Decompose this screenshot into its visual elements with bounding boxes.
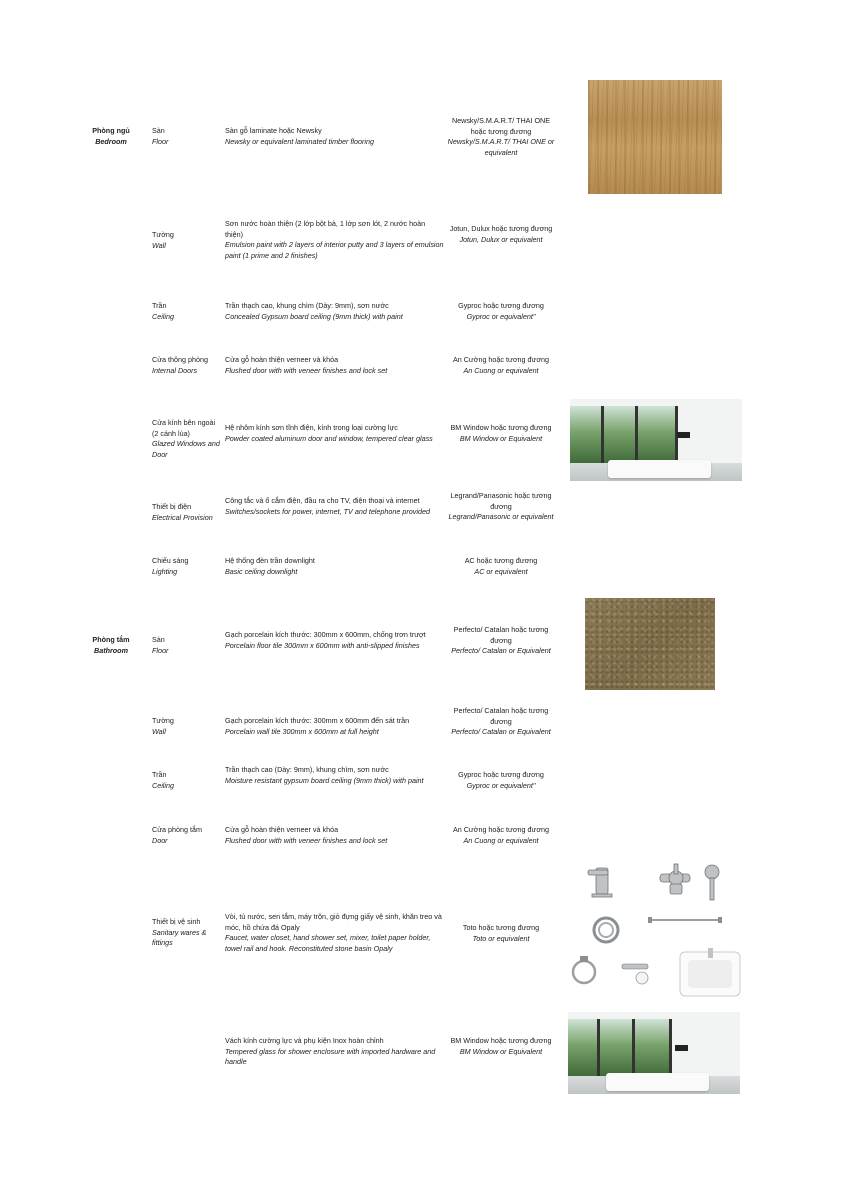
desc-en: Switches/sockets for power, internet, TV and telephone provided	[225, 506, 430, 516]
row-description	[225, 126, 445, 147]
desc-en: Concealed Gypsum board ceiling (9mm thick) with paint	[225, 311, 403, 321]
row-item	[152, 230, 222, 251]
brand-en: Legrand/Panasonic or equivalent	[448, 512, 554, 521]
brand-vi: AC hoặc tương đương	[464, 556, 538, 565]
brand-vi: BM Window hoặc tương đương	[450, 423, 552, 432]
row-brand	[445, 706, 557, 738]
row-brand	[445, 224, 557, 245]
row-description	[225, 355, 445, 376]
desc-vi: Hệ nhôm kính sơn tĩnh điện, kính trong loại cường lực	[225, 423, 398, 432]
brand-vi: Perfecto/ Catalan hoặc tương đương	[453, 625, 549, 645]
row-item	[152, 825, 222, 846]
desc-en: Moisture resistant gypsum board ceiling (9mm thick) with paint	[225, 775, 424, 785]
brand-en: Newsky/S.M.A.R.T/ THAI ONE or equivalent	[447, 137, 555, 157]
row-brand	[445, 625, 557, 657]
item-vi: Cửa kính bên ngoài (2 cánh lùa)	[152, 418, 216, 438]
section-bedroom	[82, 126, 140, 147]
row-item	[152, 355, 222, 376]
row-description	[225, 219, 445, 261]
row-description	[225, 1036, 445, 1068]
brand-vi: Perfecto/ Catalan hoặc tương đương	[453, 706, 549, 726]
item-vi: Sàn	[152, 126, 165, 135]
item-en: Glazed Windows and Door	[152, 439, 220, 459]
item-vi: Thiết bị vệ sinh	[152, 917, 201, 926]
desc-vi: Cửa gỗ hoàn thiện verneer và khóa	[225, 355, 339, 364]
item-en: Internal Doors	[152, 365, 198, 375]
desc-vi: Sàn gỗ laminate hoặc Newsky	[225, 126, 322, 135]
item-vi: Trần	[152, 301, 167, 310]
desc-en: Porcelain floor tile 300mm x 600mm with anti-slipped finishes	[225, 640, 420, 650]
brand-vi: Legrand/Panasonic hoặc tương đương	[450, 491, 552, 511]
desc-vi: Hệ thống đèn trần downlight	[225, 556, 315, 565]
desc-vi: Trần thạch cao (Dày: 9mm), khung chìm, sơn nước	[225, 765, 389, 774]
brand-en: BM Window or Equivalent	[459, 1046, 543, 1056]
item-en: Lighting	[152, 566, 178, 576]
sanitary-fittings-image	[570, 860, 742, 1000]
row-item	[152, 556, 222, 577]
item-en: Sanitary wares & fittings	[152, 927, 207, 947]
desc-en: Powder coated aluminum door and window, tempered clear glass	[225, 433, 433, 443]
section-bathroom	[82, 635, 140, 656]
row-description	[225, 912, 445, 954]
row-brand	[445, 770, 557, 791]
desc-en: Newsky or equivalent laminated timber flooring	[225, 136, 375, 146]
brand-vi: Gyproc hoặc tương đương	[458, 770, 544, 779]
row-description	[225, 630, 445, 651]
item-vi: Tường	[152, 716, 174, 725]
row-description	[225, 301, 445, 322]
row-description	[225, 556, 445, 577]
desc-vi: Sơn nước hoàn thiện (2 lớp bột bả, 1 lớp sơn lót, 2 nước hoàn thiện)	[225, 219, 426, 239]
desc-vi: Trần thạch cao, khung chìm (Dày: 9mm), sơn nước	[225, 301, 389, 310]
desc-vi: Gạch porcelain kích thước: 300mm x 600mm đến sát trần	[225, 716, 410, 725]
row-item	[152, 126, 222, 147]
row-item	[152, 917, 218, 949]
brand-vi: Newsky/S.M.A.R.T/ THAI ONE hoặc tương đương	[451, 116, 551, 136]
brand-en: Jotun, Dulux or equivalent	[459, 234, 543, 244]
section-bedroom-en: Bedroom	[95, 136, 127, 146]
item-en: Electrical Provision	[152, 512, 213, 522]
row-brand	[445, 491, 557, 523]
brand-vi: BM Window hoặc tương đương	[450, 1036, 552, 1045]
row-brand	[445, 923, 557, 944]
item-vi: Tường	[152, 230, 174, 239]
desc-vi: Công tắc và ổ cắm điện, đầu ra cho TV, điện thoại và internet	[225, 496, 420, 505]
row-brand	[445, 1036, 557, 1057]
row-brand	[445, 116, 557, 158]
shower-room-photo	[568, 1012, 740, 1094]
desc-en: Basic ceiling downlight	[225, 566, 298, 576]
desc-en: Flushed door with with veneer finishes and lock set	[225, 835, 388, 845]
brand-vi: Toto hoặc tương đương	[462, 923, 540, 932]
row-brand	[445, 556, 557, 577]
section-bathroom-vi: Phòng tắm	[92, 635, 130, 644]
item-en: Wall	[152, 726, 166, 736]
brand-en: AC or equivalent	[474, 566, 528, 576]
row-item	[152, 716, 222, 737]
brand-en: Perfecto/ Catalan or Equivalent	[451, 727, 551, 736]
brand-vi: An Cường hoặc tương đương	[452, 355, 550, 364]
row-item	[152, 301, 222, 322]
section-bedroom-vi: Phòng ngủ	[92, 126, 130, 135]
brand-en: Toto or equivalent	[472, 933, 530, 943]
desc-en: Flushed door with with veneer finishes and lock set	[225, 365, 388, 375]
item-en: Ceiling	[152, 780, 174, 790]
stone-tile-sample-image	[585, 598, 715, 690]
desc-vi: Gạch porcelain kích thước: 300mm x 600mm, chống trơn trượt	[225, 630, 426, 639]
row-item	[152, 770, 222, 791]
desc-vi: Vòi, tủ nước, sen tắm, máy trộn, giỏ đựng giấy vệ sinh, khăn treo và móc, hồ chứa đá Opaly	[225, 912, 442, 932]
row-item	[152, 502, 222, 523]
brand-en: Perfecto/ Catalan or Equivalent	[451, 646, 551, 655]
row-item	[152, 635, 222, 656]
brand-vi: An Cường hoặc tương đương	[452, 825, 550, 834]
row-description	[225, 716, 445, 737]
row-description	[225, 765, 445, 786]
desc-en: Porcelain wall tile 300mm x 600mm at full height	[225, 726, 379, 736]
brand-en: BM Window or Equivalent	[459, 433, 543, 443]
brand-en: Gyproc or equivalent"	[466, 311, 536, 321]
item-vi: Chiếu sáng	[152, 556, 189, 565]
brand-vi: Gyproc hoặc tương đương	[458, 301, 544, 310]
brand-en: An Cuong or equivalent	[463, 835, 539, 845]
row-brand	[445, 355, 557, 376]
desc-en: Faucet, water closet, hand shower set, mixer, toilet paper holder, towel rail and hook. Reconstituted stone basin Opaly	[225, 933, 431, 953]
wood-floor-sample-image	[588, 80, 722, 194]
section-bathroom-en: Bathroom	[94, 645, 128, 655]
item-en: Ceiling	[152, 311, 174, 321]
brand-vi: Jotun, Dulux hoặc tương đương	[449, 224, 553, 233]
row-brand	[445, 423, 557, 444]
item-vi: Sàn	[152, 635, 165, 644]
row-brand	[445, 825, 557, 846]
row-item	[152, 418, 220, 460]
item-vi: Trần	[152, 770, 167, 779]
item-vi: Thiết bị điện	[152, 502, 192, 511]
item-vi: Cửa phòng tắm	[152, 825, 202, 834]
item-en: Floor	[152, 645, 169, 655]
desc-vi: Cửa gỗ hoàn thiện verneer và khóa	[225, 825, 339, 834]
row-description	[225, 825, 445, 846]
brand-en: An Cuong or equivalent	[463, 365, 539, 375]
brand-en: Gyproc or equivalent"	[466, 780, 536, 790]
row-description	[225, 496, 445, 517]
item-en: Door	[152, 835, 168, 845]
row-description	[225, 423, 445, 444]
row-brand	[445, 301, 557, 322]
desc-en: Tempered glass for shower enclosure with imported hardware and handle	[225, 1046, 436, 1066]
item-en: Wall	[152, 240, 166, 250]
desc-en: Emulsion paint with 2 layers of interior putty and 3 layers of emulsion paint (1 prime and 2 finishes)	[225, 240, 444, 260]
item-en: Floor	[152, 136, 169, 146]
item-vi: Cửa thông phòng	[152, 355, 208, 364]
bedroom-photo	[570, 399, 742, 481]
desc-vi: Vách kính cường lực và phụ kiện Inox hoàn chỉnh	[225, 1036, 384, 1045]
